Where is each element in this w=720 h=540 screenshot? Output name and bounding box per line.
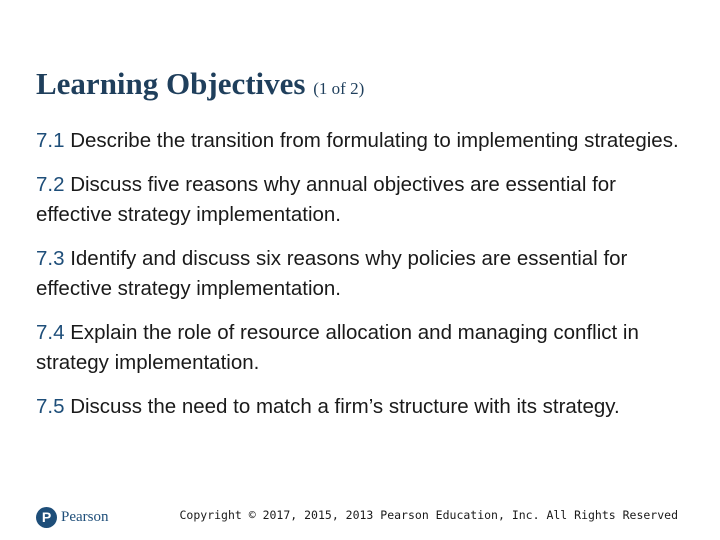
objective-text: Describe the transition from formulating to implementing strategies. (70, 129, 679, 152)
objective-item (36, 318, 696, 378)
objective-text: Identify and discuss six reasons why policies are essential for effective strategy implementation. (36, 247, 628, 300)
pearson-wordmark: Pearson (61, 509, 109, 525)
objective-text: Explain the role of resource allocation and managing conflict in strategy implementation. (36, 321, 639, 374)
objective-item (36, 392, 696, 422)
objectives-list (36, 126, 696, 436)
copyright-notice: Copyright © 2017, 2015, 2013 Pearson Education, Inc. All Rights Reserved (179, 508, 678, 522)
page-title (36, 64, 364, 109)
objective-item (36, 170, 696, 230)
objective-number: 7.2 (36, 173, 65, 196)
pearson-logo-icon: P (36, 507, 57, 528)
objective-text: Discuss the need to match a firm’s structure with its strategy. (70, 395, 620, 418)
title-subtitle: (1 of 2) (313, 79, 365, 98)
objective-number: 7.3 (36, 247, 65, 270)
objective-number: 7.4 (36, 321, 65, 344)
objective-number: 7.1 (36, 129, 65, 152)
pearson-logo (36, 507, 109, 528)
objective-item (36, 126, 696, 156)
title-text: Learning Objectives (36, 66, 306, 101)
objective-text: Discuss five reasons why annual objectives are essential for effective strategy implementation. (36, 173, 616, 226)
objective-number: 7.5 (36, 395, 65, 418)
objective-item (36, 244, 696, 304)
